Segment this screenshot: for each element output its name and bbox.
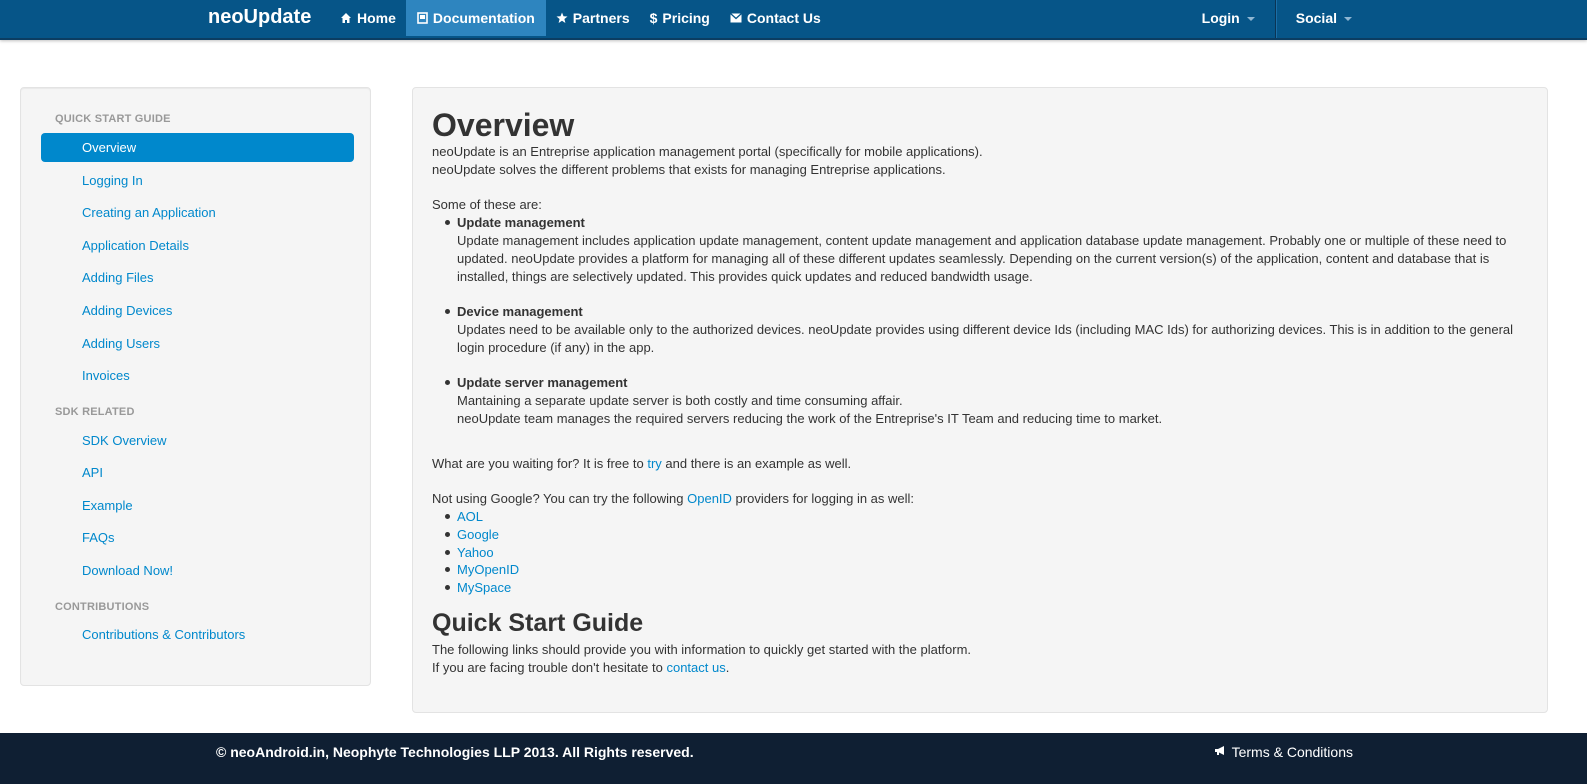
waiting-text-after: and there is an example as well. [661,456,852,471]
waiting-text-before: What are you waiting for? It is free to [432,456,648,471]
login-dropdown[interactable] [1182,0,1275,36]
top-navbar [0,0,1587,40]
main-content [412,87,1548,713]
sidebar-item-api[interactable]: API [82,465,103,480]
sidebar-item-adding-users[interactable]: Adding Users [82,336,161,351]
login-label: Login [1201,10,1240,26]
sidebar-item-logging-in[interactable]: Logging In [82,173,143,188]
provider-aol-link[interactable]: AOL [457,509,484,524]
sidebar-item-adding-devices[interactable]: Adding Devices [82,303,173,318]
quick-start-line-2 [432,659,729,677]
terms-label: Terms & Conditions [1231,744,1353,760]
feature-text-update: Update management includes application update management, content update management and application database update management. Probably one or multiple of these need to updated. neoUpdate provides a platform for managing all of these different updates seamlessly. Depending on the current version(s) of the application, content and database that is installed, things are selectively updated. This provides quick updates and reduced bandwidth usage. [457,233,1507,284]
sidebar-header-sdk: SDK RELATED [55,406,135,418]
feature-title-device: Device management [457,304,583,319]
book-icon [417,12,428,24]
page-title: Overview [432,107,575,143]
nav-partners[interactable] [546,0,640,36]
quick-start-title: Quick Start Guide [432,609,644,637]
bullet-dot [445,514,450,519]
feature-text-server: Mantaining a separate update server is both costly and time consuming affair. [457,393,903,408]
sidebar-item-overview[interactable]: Overview [41,133,354,162]
nav-partners-label: Partners [572,10,630,26]
bullet-dot [445,532,450,537]
bullet-dot [445,220,450,225]
bullet-dot [445,550,450,555]
contact-us-link[interactable]: contact us [666,660,726,675]
footer [0,733,1587,784]
openid-text-after: providers for logging in as well: [731,491,915,506]
nav-right [1182,0,1372,36]
bullet-dot [445,585,450,590]
nav-contact-label: Contact Us [746,10,821,26]
main-nav [330,0,831,36]
dollar-icon: $ [649,10,658,26]
sidebar-item-sdk-overview[interactable]: SDK Overview [82,433,167,448]
provider-yahoo-link[interactable]: Yahoo [457,545,494,560]
brand-logo[interactable]: neoUpdate [208,6,312,28]
sidebar-header-quick-start: QUICK START GUIDE [55,113,171,125]
terms-link[interactable] [1214,733,1353,772]
caret-down-icon [1344,17,1352,21]
social-label: Social [1295,10,1337,26]
try-link[interactable]: try [647,456,662,471]
feature-title-server: Update server management [457,375,628,390]
sidebar-item-creating-application[interactable]: Creating an Application [82,205,216,220]
sidebar-item-faqs[interactable]: FAQs [82,530,115,545]
quick-text-after: . [725,660,730,675]
feature-text-server-2: neoUpdate team manages the required servers reducing the work of the Entreprise's IT Team and reducing time to market. [457,411,1163,426]
nav-home[interactable] [330,0,406,36]
nav-documentation-label: Documentation [432,10,535,26]
sidebar-item-adding-files[interactable]: Adding Files [82,270,154,285]
sidebar-item-application-details[interactable]: Application Details [82,238,189,253]
waiting-line [432,455,851,473]
provider-myopenid-link[interactable]: MyOpenID [457,562,520,577]
quick-start-line-1: The following links should provide you with information to quickly get started with the platform. [432,642,972,657]
intro-line-1: neoUpdate is an Entreprise application management portal (specifically for mobile applications). [432,144,983,159]
features-intro: Some of these are: [432,197,542,212]
provider-myspace-link[interactable]: MySpace [457,580,512,595]
sidebar-item-download[interactable]: Download Now! [82,563,174,578]
bullhorn-icon [1214,733,1228,772]
provider-google-link[interactable]: Google [457,527,499,542]
quick-text-before: If you are facing trouble don't hesitate to [432,660,667,675]
bullet-dot [445,567,450,572]
nav-contact[interactable] [720,0,831,36]
star-icon [556,12,568,24]
openid-link[interactable]: OpenID [687,491,732,506]
intro-line-2: neoUpdate solves the different problems that exists for managing Entreprise applications. [432,162,946,177]
feature-title-update: Update management [457,215,585,230]
sidebar-item-contributions[interactable]: Contributions & Contributors [82,627,246,642]
home-icon [340,12,352,24]
feature-text-device: Updates need to be available only to the authorized devices. neoUpdate provides using different device Ids (including MAC Ids) for authorizing devices. This is in addition to the general login procedure (if any) in the app. [457,322,1514,355]
bullet-dot [445,380,450,385]
sidebar-header-contributions: CONTRIBUTIONS [55,601,150,613]
social-dropdown[interactable] [1276,0,1372,36]
sidebar-item-invoices[interactable]: Invoices [82,368,130,383]
openid-text-before: Not using Google? You can try the following [432,491,688,506]
nav-pricing[interactable] [640,0,720,36]
sidebar-nav [20,87,371,686]
nav-documentation[interactable] [406,0,546,36]
bullet-dot [445,309,450,314]
sidebar-item-example[interactable]: Example [82,498,133,513]
nav-home-label: Home [357,10,396,26]
nav-pricing-label: Pricing [662,10,710,26]
openid-line [432,490,914,508]
copyright-text: © neoAndroid.in, Neophyte Technologies LLP 2013. All Rights reserved. [216,744,694,760]
envelope-icon [730,13,742,23]
caret-down-icon [1247,17,1255,21]
